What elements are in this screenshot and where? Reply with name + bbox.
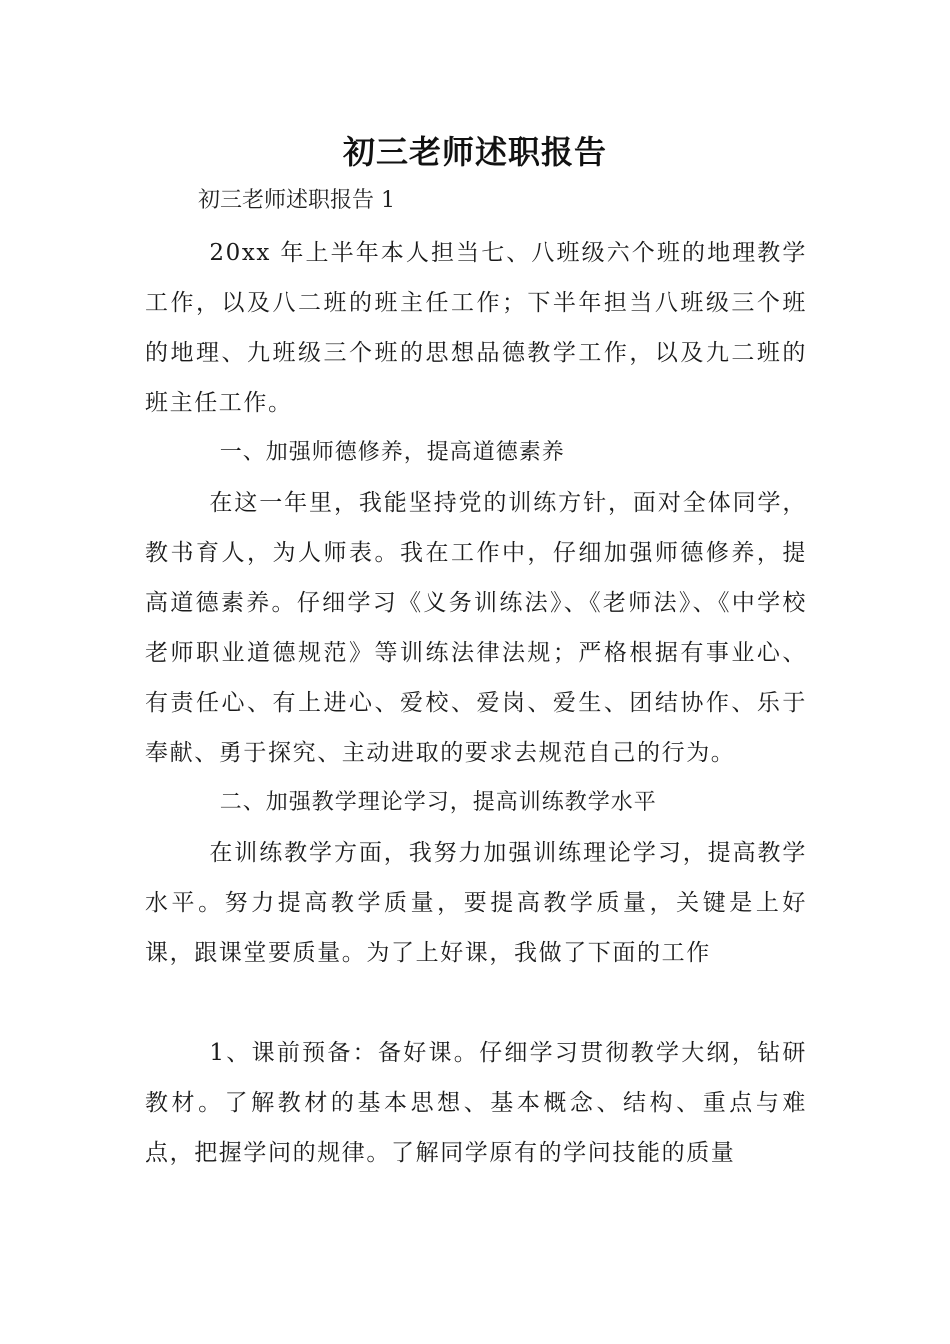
paragraph-section-1: 在这一年里，我能坚持党的训练方针，面对全体同学，教书育人，为人师表。我在工作中，仔细加强师德修养，提高道德素养。仔细学习《义务训练法》、《老师法》、《中学校老师职业道德规范》等训练法律法规；严格根据有事业心、有责任心、有上进心、爱校、爱岗、爱生、团结协作、乐于奉献、勇于探究、主动进取的要求去规范自己的行为。 bbox=[145, 490, 807, 766]
paragraph-section-2: 在训练教学方面，我努力加强训练理论学习，提高教学水平。努力提高教学质量，要提高教学质量，关键是上好课，跟课堂要质量。为了上好课，我做了下面的工作 bbox=[145, 840, 807, 966]
paragraph-intro: 20xx 年上半年本人担当七、八班级六个班的地理教学工作，以及八二班的班主任工作；下半年担当八班级三个班的地理、九班级三个班的思想品德教学工作，以及九二班的班主任工作。 bbox=[145, 240, 807, 416]
document-title: 初三老师述职报告 bbox=[342, 133, 607, 171]
paragraph-spacer bbox=[145, 978, 807, 1028]
document-body bbox=[145, 228, 807, 1178]
section-heading-1: 一、加强师德修养，提高道德素养 bbox=[219, 440, 565, 465]
section-heading-2: 二、加强教学理论学习，提高训练教学水平 bbox=[219, 790, 657, 815]
document-subtitle: 初三老师述职报告 1 bbox=[198, 188, 395, 213]
paragraph-item-1: 1、课前预备：备好课。仔细学习贯彻教学大纲，钻研教材。了解教材的基本思想、基本概念、结构、重点与难点，把握学问的规律。了解同学原有的学问技能的质量 bbox=[145, 1040, 807, 1166]
